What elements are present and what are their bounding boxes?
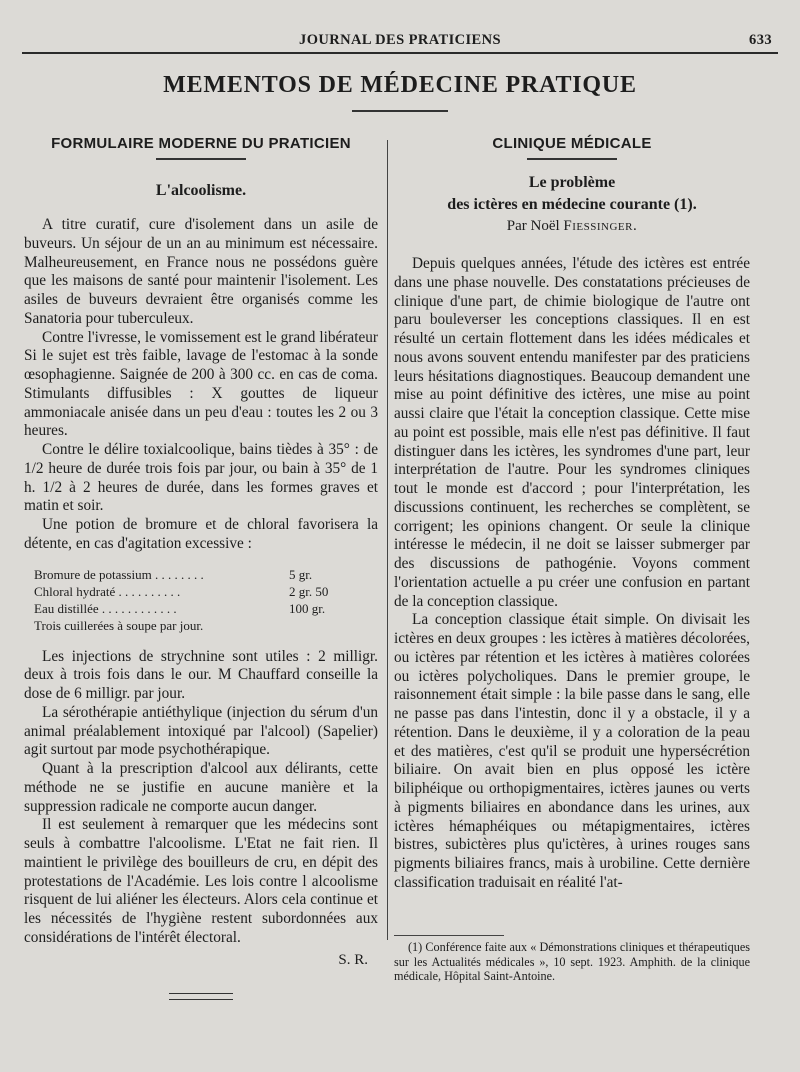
title-line: Le problème [528,174,616,191]
right-section-rule [527,158,617,160]
right-column [394,135,750,893]
byline-prefix: Par Noël [506,218,560,235]
paragraph: Il est seulement à remarquer que les médecins sont seuls à combattre l'alcoolisme. L'Etat ne fait rien. Il maintient le privilège des bouilleurs de cru, en dépit des protestations de l'Académie. Les lois contre l alcoolisme risquent de lui aliéner les électeurs. Alors cela continue et les nécessités de l'hygiène restent subordonnées aux considérations de l'intérêt électoral. [24,816,378,946]
paragraph: Depuis quelques années, l'étude des ictères est entrée dans une phase nouvelle. Des constatations précieuses de clinique d'une part, de chimie biologique de l'autre ont paru bouleverser les conceptions classiques. Il en est résulté un certain flottement dans les idées médicales et nous avons souvent entendu manifester par des praticiens leurs hésitations diagnostiques. Beaucoup demandent une mise au point définitive des ictères, une mise au point aussi claire que l'était la conception classique. Cette mise au point est possible, mais elle n'est pas définitive. Il faut distinguer dans les ictères, les syndromes d'une part, leur interprétation de l'autre. Pour les syndromes cliniques tout le monde est d'accord ; pour l'interprétation, les discussions continuent, les recherches se complètent, se corrigent; les opinions changent. Or seule la clinique intéresse le médecin, il ne doit se laisser submerger par des discussions de pathogénie. Voyons comment l'orientation actuelle a pu créer une confusion en partant de la conception classique. [394,255,750,610]
right-section-heading: CLINIQUE MÉDICALE [492,135,652,152]
column-divider [387,140,388,940]
signature: S. R. [338,951,368,968]
title-rule [352,110,448,112]
paragraph: Contre l'ivresse, le vomissement est le grand libérateur Si le sujet est très faible, lavage de l'estomac à la sonde œsophagienne. Saignée de 200 à 300 cc. en cas de coma. Stimulants diffusibles : X gouttes de liqueur ammoniacale anisée dans un peu d'eau : toutes les 2 ou 3 heures. [24,328,378,440]
right-article-body [394,255,750,893]
paragraph: La sérothérapie antiéthylique (injection du sérum d'un animal préalablement intoxiqué par l'alcool) (Sapelier) agit surtout par mode psychothérapique. [24,703,378,759]
formula-ingredient: Bromure de potassium . . . . . . . . [34,566,204,582]
running-header [22,30,778,50]
formula-dosage: Trois cuillerées à soupe par jour. [34,617,204,633]
footnote-rule [394,935,504,936]
page-number: 633 [749,32,772,48]
footnote: (1) Conférence faite aux « Démonstrations cliniques et thérapeutiques sur les Actualités médicales », 10 sept. 1923. Amphith. de la clinique médicale, Hôpital Saint-Antoine. [394,940,750,983]
left-section-heading: FORMULAIRE MODERNE DU PRATICIEN [51,135,351,152]
author-name: Fiessinger. [563,218,638,235]
left-column [24,135,378,1000]
paragraph: Quant à la prescription d'alcool aux délirants, cette méthode ne se justifie en aucune manière et la suppression radicale ne comporte aucun danger. [24,760,378,815]
end-ornament-rule [169,993,233,1000]
paragraph: La conception classique était simple. On divisait les ictères en deux groupes : les ictères à matières décolorées, ou ictères par rétention et les ictères à matières colorées ou ictères polycholiques. Dans le premier groupe, le raisonnement était simple : la bile passe dans le sang, elle ne passe pas dans l'intestin, donc il y a obstacle, il y a rétention. Dans le deuxième, il y a coloration de la peau et des matières, c'est qu'il se produit une hypersécrétion biliaire. On avait bien en plus opposé les ictère biliphéique ou orthopigmentaires, ictères jaunes ou verts à pigments biliaires en abondance dans les urines, aux ictères hémaphéiques ou métapigmentaires, ictères bistres, subictères plus qu'ictères, à urines rouges sans pigments biliaires francs, mais à urobiline. Cette dernière classification traduisait en réalité l'at- [394,611,750,891]
left-article-body [24,216,378,1000]
title-line: des ictères en médecine courante (1). [447,195,697,213]
byline [394,218,750,235]
formula-row [34,600,378,617]
formula-ingredient: Eau distillée . . . . . . . . . . . . [34,600,177,616]
formula-ingredient: Chloral hydraté . . . . . . . . . . [34,583,181,599]
formula-quantity: 5 gr. [289,566,313,582]
left-section-rule [156,158,246,160]
paragraph: A titre curatif, cure d'isolement dans un asile de buveurs. Un séjour de un an au minimum est nécessaire. Malheureusement, en France nous ne possédons guère que les maisons de santé pour maintenir l'isolement. Les asiles de buveurs devraient être organisés comme les Sanatoria pour tuberculeux. [24,216,378,327]
formula-row [34,566,378,583]
formula-row [34,583,378,600]
prescription-formula [34,566,378,634]
header-rule [22,52,778,54]
paragraph: Une potion de bromure et de chloral favorisera la détente, en cas d'agitation excessive : [24,516,378,552]
left-article-title: L'alcoolisme. [155,182,247,199]
page-title: MEMENTOS DE MÉDECINE PRATIQUE [163,72,637,98]
journal-title: JOURNAL DES PRATICIENS [299,32,501,48]
paragraph: Les injections de strychnine sont utiles : 2 milligr. deux à trois fois dans le our. M Chauffard conseille la dose de 6 milligr. par jour. [24,647,378,702]
paragraph: Contre le délire toxialcoolique, bains tièdes à 35° : de 1/2 heure de durée trois fois par jour, ou bain à 35° de 1 h. 1/2 à 2 heures de durée, dans les formes graves et matin et soir. [24,441,378,515]
right-article-title [394,172,750,215]
formula-quantity: 2 gr. 50 [289,583,329,599]
formula-quantity: 100 gr. [289,600,326,616]
